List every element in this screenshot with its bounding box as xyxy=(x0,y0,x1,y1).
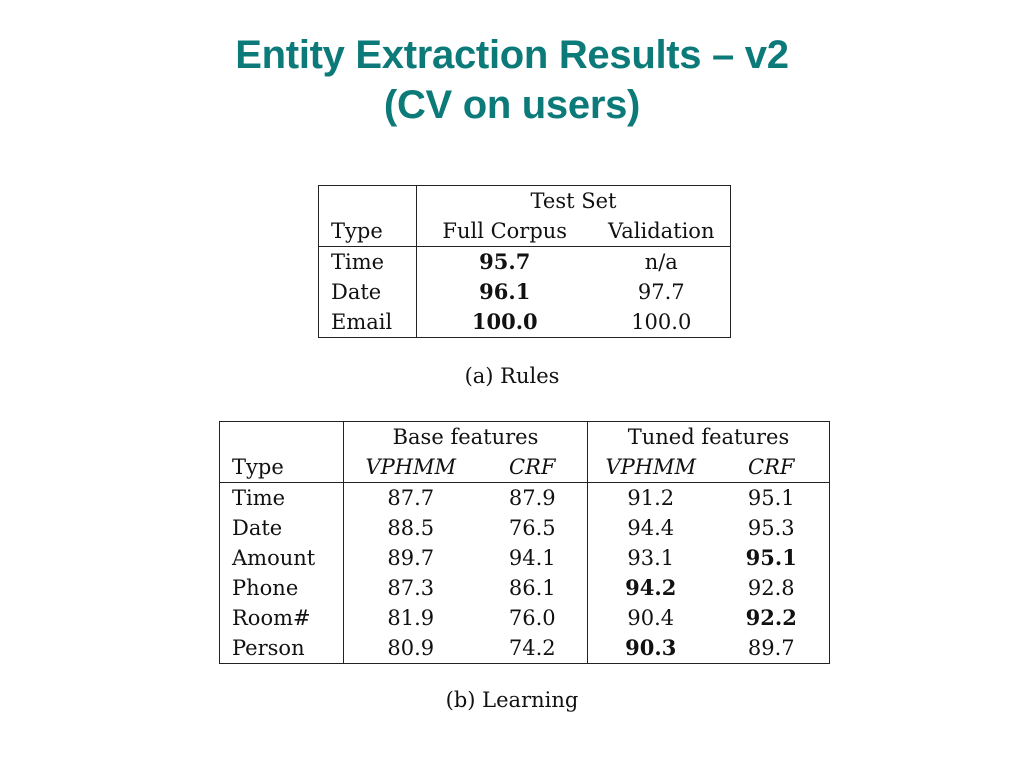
row-base-crf: 74.2 xyxy=(478,633,588,664)
row-base-crf: 76.5 xyxy=(508,516,556,540)
row-validation: 100.0 xyxy=(593,307,731,338)
row-tuned-vphmm: 93.1 xyxy=(588,543,714,573)
table-row xyxy=(220,633,830,664)
row-type: Phone xyxy=(220,573,344,603)
row-tuned-crf: 95.1 xyxy=(714,543,830,573)
row-type: Room# xyxy=(220,603,344,633)
table-b-col-tuned-vphmm: VPHMM xyxy=(588,452,714,483)
table-b-col-base-crf: CRF xyxy=(478,452,588,483)
row-tuned-vphmm: 94.2 xyxy=(588,573,714,603)
row-full-corpus: 95.7 xyxy=(417,247,593,278)
row-full-corpus: 96.1 xyxy=(417,277,593,307)
table-row xyxy=(220,513,830,543)
row-type: Time xyxy=(319,247,417,278)
learning-results-table xyxy=(219,421,830,664)
row-base-vphmm: 87.7 xyxy=(344,483,478,514)
row-validation: 97.7 xyxy=(593,277,731,307)
row-tuned-vphmm: 90.3 xyxy=(588,633,714,664)
row-base-crf: 87.9 xyxy=(508,486,556,510)
table-row xyxy=(220,573,830,603)
row-tuned-crf: 92.2 xyxy=(714,603,830,633)
table-a-col-full-corpus: Full Corpus xyxy=(417,216,593,247)
row-base-vphmm: 81.9 xyxy=(344,603,478,633)
row-base-vphmm: 89.7 xyxy=(344,543,478,573)
table-a-caption: (a) Rules xyxy=(464,364,560,388)
table-row xyxy=(319,277,731,307)
row-base-vphmm: 80.9 xyxy=(344,633,478,664)
row-validation: n/a xyxy=(593,247,731,278)
row-base-crf: 94.1 xyxy=(508,546,556,570)
table-row xyxy=(220,603,830,633)
table-b-col-base-vphmm: VPHMM xyxy=(344,452,478,483)
row-tuned-vphmm: 94.4 xyxy=(588,513,714,543)
row-tuned-crf: 95.3 xyxy=(714,513,830,543)
row-base-vphmm: 88.5 xyxy=(344,513,478,543)
row-base-vphmm: 87.3 xyxy=(344,573,478,603)
row-base-crf: 76.0 xyxy=(508,606,556,630)
slide-title xyxy=(0,30,1024,130)
table-b-col-type: Type xyxy=(220,452,344,483)
table-a-group-header: Test Set xyxy=(417,186,731,217)
table-row xyxy=(319,307,731,338)
row-type: Date xyxy=(220,513,344,543)
table-b-group-tuned: Tuned features xyxy=(588,422,830,453)
row-type: Date xyxy=(319,277,417,307)
row-type: Time xyxy=(220,483,344,514)
row-tuned-crf: 92.8 xyxy=(714,573,830,603)
row-tuned-crf: 89.7 xyxy=(714,633,830,664)
row-type: Person xyxy=(220,633,344,664)
table-row xyxy=(220,483,830,514)
slide-title-line1: Entity Extraction Results – v2 xyxy=(235,33,789,77)
slide-title-line2: (CV on users) xyxy=(383,83,641,127)
row-base-crf: 86.1 xyxy=(508,576,556,600)
row-type: Amount xyxy=(220,543,344,573)
table-b-group-base: Base features xyxy=(344,422,588,453)
row-tuned-vphmm: 90.4 xyxy=(588,603,714,633)
table-a-header-blank xyxy=(319,186,417,217)
table-b-col-tuned-crf: CRF xyxy=(714,452,830,483)
row-full-corpus: 100.0 xyxy=(417,307,593,338)
table-b-header-blank xyxy=(220,422,344,453)
table-row xyxy=(220,543,830,573)
row-tuned-crf: 95.1 xyxy=(714,483,830,514)
table-row xyxy=(319,247,731,278)
rules-results-table xyxy=(318,185,731,338)
row-type: Email xyxy=(319,307,417,338)
table-a-col-type: Type xyxy=(319,216,417,247)
table-b-caption: (b) Learning xyxy=(445,688,579,712)
table-a-col-validation: Validation xyxy=(593,216,731,247)
row-tuned-vphmm: 91.2 xyxy=(588,483,714,514)
